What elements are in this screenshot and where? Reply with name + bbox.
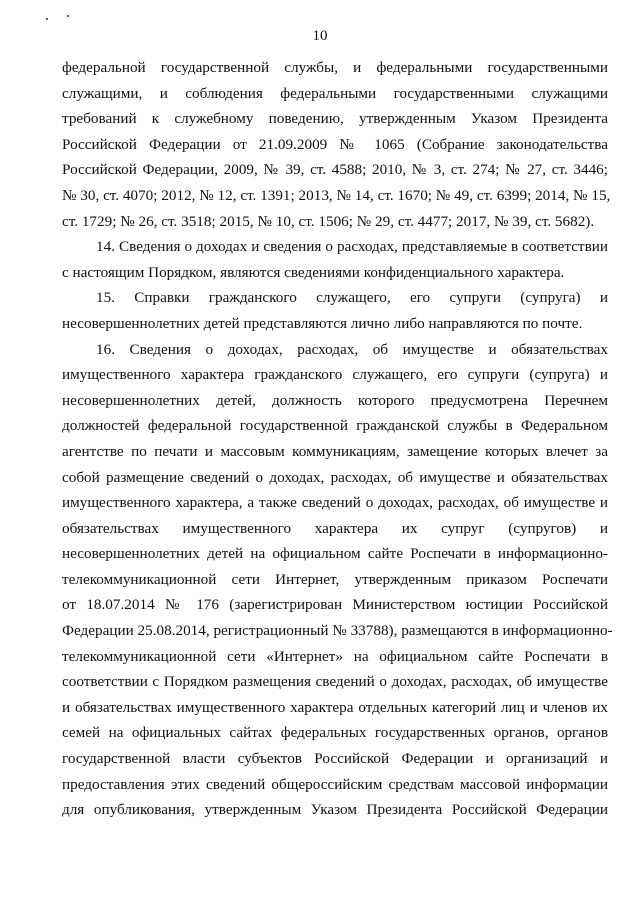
text-line: служащими, и соблюдения федеральными государственными служащими xyxy=(62,84,608,102)
text-line: семей на официальных сайтах федеральных государственных органов, органов xyxy=(62,724,608,742)
text-line: федеральной государственной службы, и федеральными государственными xyxy=(62,59,608,76)
text-line: 15. Справки гражданского служащего, его супруги (супруга) и xyxy=(96,289,608,307)
text-line: предоставления этих сведений общероссийским средствам массовой информации xyxy=(62,775,608,793)
text-line: 16. Сведения о доходах, расходах, об имуществе и обязательствах xyxy=(96,340,608,358)
text-line: ст. 1729; № 26, ст. 3518; 2015, № 10, ст. 1506; № 29, ст. 4477; 2017, № 39, ст. 5682). xyxy=(62,212,595,230)
text-line: несовершеннолетних детей, должность которого предусмотрена Перечнем xyxy=(62,391,608,409)
text-line: от 18.07.2014 № 176 (зарегистрирован Министерством юстиции Российской xyxy=(62,596,608,614)
text-line: с настоящим Порядком, являются сведениями конфиденциального характера. xyxy=(62,263,565,281)
text-line: должностей федеральной государственной гражданской службы в Федеральном xyxy=(62,417,608,435)
text-line: соответствии с Порядком размещения сведений о доходах, расходах, об имуществе xyxy=(62,673,608,691)
text-line: Российской Федерации от 21.09.2009 № 1065 (Собрание законодательства xyxy=(62,135,608,153)
text-line: несовершеннолетних детей представляются лично либо направляются по почте. xyxy=(62,314,583,332)
text-line: требований к служебному поведению, утвержденным Указом Президента xyxy=(62,110,608,128)
text-line: Федерации 25.08.2014, регистрационный № 33788), размещаются в информационно- xyxy=(62,622,613,640)
text-line: агентстве по печати и массовым коммуникациям, замещение которых влечет за xyxy=(62,442,608,460)
text-line: для опубликования, утвержденным Указом Президента Российской Федерации xyxy=(62,801,608,819)
text-line: имущественного характера, а также сведений о доходах, расходах, об имуществе и xyxy=(62,494,608,512)
body-text xyxy=(62,55,613,823)
text-line: 14. Сведения о доходах и сведения о расходах, представляемые в соответствии xyxy=(96,238,608,256)
text-line: государственной власти субъектов Российской Федерации и организаций и xyxy=(62,750,608,768)
text-line: имущественного характера гражданского служащего, его супруги (супруга) и xyxy=(62,366,608,384)
scan-speck xyxy=(46,18,48,20)
text-line: и обязательствах имущественного характера отдельных категорий лиц и членов их xyxy=(62,698,608,716)
text-line: № 30, ст. 4070; 2012, № 12, ст. 1391; 2013, № 14, ст. 1670; № 49, ст. 6399; 2014, № 15, xyxy=(62,186,611,204)
scan-speck xyxy=(67,15,69,17)
text-line: собой размещение сведений о доходах, расходах, об имуществе и обязательствах xyxy=(62,468,608,486)
text-line: обязательствах имущественного характера их супруг (супругов) и xyxy=(62,519,608,537)
text-line: Российской Федерации, 2009, № 39, ст. 4588; 2010, № 3, ст. 274; № 27, ст. 3446; xyxy=(62,161,608,179)
page-number: 10 xyxy=(312,28,328,44)
text-line: телекоммуникационной сети Интернет, утвержденным приказом Роспечати xyxy=(62,570,608,588)
text-line: телекоммуникационной сети «Интернет» на официальном сайте Роспечати в xyxy=(62,647,608,665)
text-line: несовершеннолетних детей на официальном сайте Роспечати в информационно- xyxy=(62,545,608,563)
